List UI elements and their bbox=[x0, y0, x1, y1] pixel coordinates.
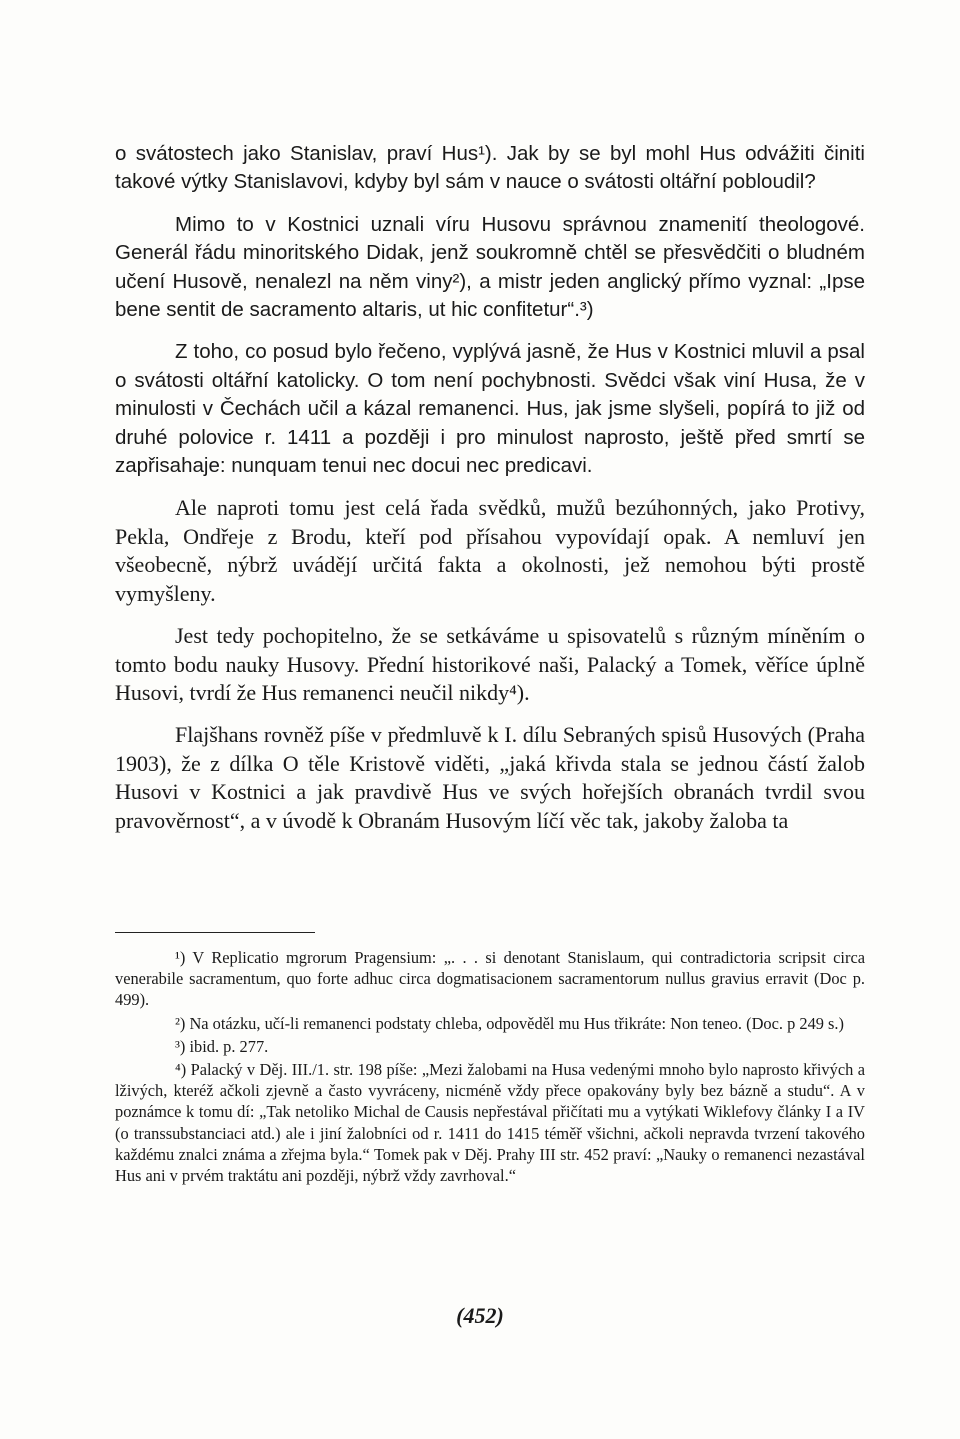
footnote: ⁴) Palacký v Děj. III./1. str. 198 píše: „Mezi žalobami na Husa vedenými mnoho bylo naprosto křivých a lživých, kteréž ačkoli zjevně a často vyvráceny, nicméně vždy přece opakovány byly bez bázně a studu“. A v poznámce k tomu dí: „Tak netoliko Michal de Causis nepřestával přičítati mu a vytýkati Wiklefovy články I a IV (o transsubstanciaci atd.) ale i jiní žalobníci od r. 1411 do 1415 téměř všichni, ačkoli nepravda tvrzení takového každému znalci známa a zřejma byla.“ Tomek pak v Děj. Prahy III str. 452 praví: „Nauky o remanenci nezastával Hus ani v prvém traktátu ani později, nýbrž vždy zavrhoval.“ bbox=[115, 1060, 865, 1186]
footnote: ¹) V Replicatio mgrorum Pragensium: „. . . si denotant Stanislaum, qui contradictoria scripsit circa venerabile sacramentum, quo forte adhuc circa dogmatisacionem sacramentorum nullus gravius erravit (Doc p. 499). bbox=[115, 948, 865, 1010]
page-number: (452) bbox=[456, 1303, 504, 1328]
paragraph: Z toho, co posud bylo řečeno, vyplývá jasně, že Hus v Kostnici mluvil a psal o svátosti oltářní katolicky. O tom není pochybnosti. Svědci však viní Husa, že v minulosti v Čechách učil a kázal remanenci. Hus, jak jsme slyšeli, popírá to již od druhé polovice r. 1411 a později i pro minulost naprosto, ještě před smrtí se zapřisahaje: nunquam tenui nec docui nec predicavi. bbox=[115, 340, 865, 478]
footnote-divider bbox=[115, 932, 315, 933]
paragraph: Ale naproti tomu jest celá řada svědků, mužů bezúhonných, jako Protivy, Pekla, Ondřeje z Brodu, kteří pod přísahou vypovídají opak. A nemluví jen všeobecně, nýbrž uvádějí určitá fakta a okolnosti, jež nemohou býti prostě vymyšleny. bbox=[115, 495, 865, 606]
paragraph: Flajšhans rovněž píše v předmluvě k I. dílu Sebraných spisů Husových (Praha 1903), že z dílka O těle Kristově viděti, „jaká křivda stala se jednou částí žalob Husovi v Kostnici a jak pravdivě Hus ve svých hořejších obranách tvrdil svou pravověrnost“, a v úvodě k Obranám Husovým líčí věc tak, jakoby žaloba ta bbox=[115, 722, 865, 833]
paragraph: Mimo to v Kostnici uznali víru Husovu správnou znamenití theologové. Generál řádu minoritského Didak, jenž soukromně chtěl se přesvědčiti o bludném učení Husově, nenalezl na něm viny²), a mistr jeden anglický přímo vyznal: „Ipse bene sentit de sacramento altaris, ut hic confitetur“.³) bbox=[115, 212, 865, 322]
body-text bbox=[115, 140, 865, 835]
footnotes bbox=[115, 945, 865, 1186]
paragraph: Jest tedy pochopitelno, že se setkáváme u spisovatelů s různým míněním o tomto bodu nauky Husovy. Přední historikové naši, Palacký a Tomek, věříce úplně Husovi, tvrdí že Hus remanenci neučil nikdy⁴). bbox=[115, 623, 865, 705]
footnote: ²) Na otázku, učí-li remanenci podstaty chleba, odpověděl mu Hus třikráte: Non teneo. (Doc. p 249 s.) bbox=[175, 1013, 844, 1033]
paragraph: o svátostech jako Stanislav, praví Hus¹). Jak by se byl mohl Hus odvážiti činiti takové výtky Stanislavovi, kdyby byl sám v nauce o svátosti oltářní pobloudil? bbox=[115, 142, 865, 194]
footnote: ³) ibid. p. 277. bbox=[175, 1036, 269, 1056]
